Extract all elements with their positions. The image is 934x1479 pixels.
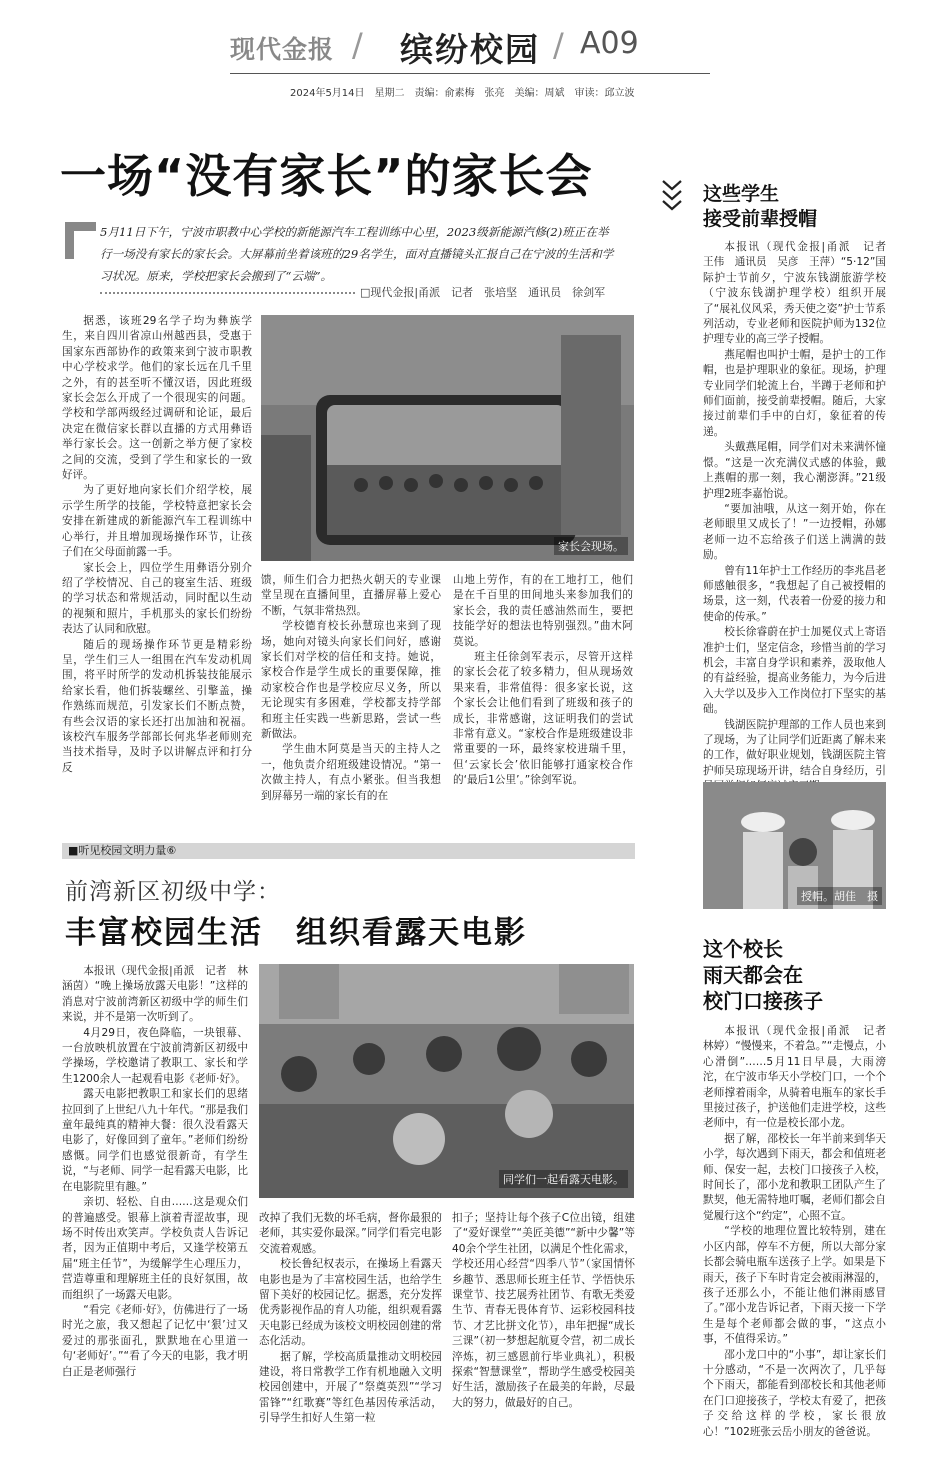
sidebar-bottom-text — [703, 1024, 897, 1440]
dateline: 2024年5月14日 星期二 责编：俞素梅 张亮 美编：周斌 审读：邱立波 — [290, 88, 635, 99]
paragraph: 校长鲁纪权表示，在操场上看露天电影也是为了丰富校园生活，也给学生留下美好的校园记忆。据悉，充分发挥优秀影视作品的育人功能，组织观看露天电影已经成为该校文明校园创建的常态化活动。 — [259, 1258, 442, 1348]
paragraph: 曾有11年护士工作经历的李兆昌老师感触很多，“我想起了自己被授帽的场景，这一刻，代表着一份爱的接力和使命的传承。” — [703, 564, 886, 623]
paragraph: 据了解，学校高质量推动文明校园建设，将日常教学工作有机地融入文明校园创建中，开展了“祭奠英烈”“学习雷锋”“红歌赛”等红色基因传承活动，引导学生扣好人生第一粒 — [259, 1350, 442, 1425]
students-watching-illustration — [259, 964, 634, 1198]
paragraph: 学生曲木阿莫是当天的主持人之一，他负责介绍班级建设情况。“第一次做主持人，有点小紧张。但当我想到屏幕另一端的家长有的在 — [261, 743, 441, 802]
sidebar-top-text — [703, 240, 897, 795]
paragraph: 山地上劳作，有的在工地打工，他们是在千百里的田间地头来参加我们的家长会，我的责任感油然而生，要把技能学好的想法也特别强烈。”曲木阿莫说。 — [453, 574, 633, 648]
phone-livestream-illustration — [261, 315, 634, 561]
paragraph: 校长徐睿蔚在护士加冕仪式上寄语准护士们，坚定信念，珍惜当前的学习机会，丰富自身学识和素养，汲取他人的有益经验，提高业务能力，为今后进入大学以及步入工作岗位打下坚实的基础。 — [703, 626, 886, 716]
chevron-down-icon — [660, 178, 690, 218]
paragraph: 扣子；坚持让每个孩子C位出镜，组建了“爱好课堂”“美匠美德”“新中少馨”等40余个学生社团，以满足个性化需求，学校还用心经营“四季八节”（家国情怀乡趣节、悉思师长班主任节、学悟快乐课堂节、技艺展秀社团节、有歌无类爱生节、青春无畏体育节、运彩校园科技节、才艺比拼文化节），串年把握“成长三课”（初一梦想起航夏令营，初二成长淬炼，初三感恩前行毕业典礼），积极探索“智慧课堂”，帮助学生感受校园美好生活，激励孩子在最美的年龄，尽最大的努力，做最好的自己。 — [452, 1212, 635, 1409]
second-col-3 — [452, 1211, 635, 1411]
masthead-slash: / — [553, 26, 564, 64]
main-col-1 — [62, 314, 252, 776]
parent-meeting-photo — [261, 315, 634, 561]
main-headline: 一场“没有家长”的家长会 — [60, 149, 593, 203]
paragraph: “要加油哦，从这一刻开始，你在老师眼里又成长了！”一边授帽，孙娜老师一边不忘给孩子们送上满满的鼓励。 — [703, 502, 886, 562]
paragraph: 本报讯（现代金报|甬派 记者 王伟 通讯员 吴彦 王萍）“5·12”国际护士节前夕，宁波东钱湖旅游学校（宁波东钱湖护理学校）组织开展了“展礼仪风采，秀天使之姿”护士节系列活动，专业老师和医院护师为132位护理专业的高三学子授帽。 — [703, 241, 897, 346]
paragraph: 为了更好地向家长们介绍学校，展示学生所学的技能，学校特意把家长会安排在新建成的新能源汽车工程训练中心举行，并且增加现场操作环节，让孩子们在父母面前露一手。 — [62, 484, 252, 559]
paragraph: 本报讯（现代金报|甬派 记者 林婷）“慢慢来，不着急。”“走慢点，小心滑倒”……5月11日早晨，大雨滂沱，在宁波市华天小学校门口，一个个老师撑着雨伞，从骑着电瓶车的家长手里接过孩子，护送他们走进学校，这些老师中，有一位是校长邵小龙。 — [703, 1025, 897, 1130]
paragraph: 邵小龙口中的“小事”，却让家长们十分感动，“不是一次两次了，几乎每个下雨天，都能看到邵校长和其他老师在门口迎接孩子，学校太有爱了，把孩子交给这样的学校，家长很放心！”102班张云岳小朋友的爸爸说。 — [703, 1348, 886, 1438]
paragraph: “看完《老师·好》，仿佛进行了一场时光之旅，我又想起了记忆中‘狠’过又爱过的那张面孔，默默地在心里道一句‘老师好’。”“看了今天的电影，我才明白正是老师强行 — [62, 1303, 248, 1378]
paragraph: “学校的地理位置比较特别，建在小区内部，停车不方便，所以大部分家长都会骑电瓶车送孩子上学。如果是下雨天，孩子下车时肯定会被雨淋湿的，孩子还那么小，不能让他们淋雨感冒了。”邵小龙告诉记者，下雨天接一下学生是每个老师都会做的事，“这点小事，不值得采访。” — [703, 1225, 886, 1346]
paragraph: 学校德育校长孙慧琼也来到了现场，她向对镜头向家长们问好，感谢家长们对学校的信任和支持。她说，家校合作是学生成长的重要保障，推动家校合作也是学校应尽义务，所以无论现实有多困难，学校都支持学部和班主任实践一些新思路，尝试一些新做法。 — [261, 620, 441, 741]
capping-photo — [703, 782, 886, 909]
paragraph: 据悉，该班29名学子均为彝族学生，来自四川省凉山州越西县，受惠于国家东西部协作的政策来到宁波市职教中心学校求学。他们的家长远在几千里之外，有的甚至听不懂汉语，因此班级家长会怎么开成了一个很现实的问题。学校和学部两级经过调研和论证，最后决定在微信家长群以直播的方式用彝语举行家长会。这一创新之举方便了家校之间的交流，受到了学生和家长的一致好评。 — [62, 315, 252, 482]
main-byline: □现代金报|甬派 记者 张培坚 通讯员 徐剑军 — [360, 286, 606, 299]
masthead-rule — [230, 73, 710, 74]
photo-caption: 同学们一起看露天电影。 — [499, 1170, 628, 1188]
photo-caption: 家长会现场。 — [554, 537, 628, 555]
sidebar-bottom-headline: 这个校长 雨天都会在 校门口接孩子 — [703, 937, 823, 1013]
paragraph: 亲切、轻松、自由……这是观众们的普遍感受。银幕上演着青涩故事，现场不时传出欢笑声。学校负责人告诉记者，因为正值期中考后，又逢学校第五届“班主任节”，为缓解学生心理压力，营造尊重和理解班主任的良好氛围，故而组织了一场露天电影。 — [62, 1196, 248, 1301]
photo-caption: 授帽。胡佳 摄 — [797, 887, 882, 905]
paper-name: 现代金报 — [230, 35, 335, 64]
second-headline: 丰富校园生活 组织看露天电影 — [65, 915, 527, 951]
second-col-2 — [259, 1211, 442, 1427]
paragraph: 改掉了我们无数的坏毛病，督你最狠的老师，其实爱你最深。”同学们看完电影交流着观感。 — [259, 1212, 442, 1255]
second-sub-headline: 前湾新区初级中学： — [65, 879, 281, 905]
paragraph: 本报讯（现代金报|甬派 记者 林涵茵）“晚上操场放露天电影！”这样的消息对宁波前湾新区初级中学的师生们来说，并不是第一次听到了。 — [62, 965, 248, 1024]
main-col-2 — [261, 573, 441, 804]
paragraph: 露天电影把教职工和家长们的思绪拉回到了上世纪八九十年代。“那是我们童年最纯真的精神大餐：很久没看露天电影了，好像回到了童年。”老师们纷纷感慨。同学们也感觉很新奇，有学生说，“与老师、同学一起看露天电影，比在电影院里有趣。” — [62, 1088, 248, 1193]
second-col-1 — [62, 964, 248, 1380]
paragraph: 馈，师生们合力把热火朝天的专业课堂呈现在直播间里，直播屏幕上爱心不断，气氛非常热烈。 — [261, 574, 441, 617]
paragraph: 据了解，邵校长一年半前来到华天小学，每次遇到下雨天，都会和值班老师、保安一起，去校门口接孩子入校，时间长了，邵小龙和教职工团队产生了默契，他无需特地叮嘱，老师们都会自觉履行这个“约定”，心照不宣。 — [703, 1132, 886, 1222]
main-col-3 — [453, 573, 633, 789]
lead-corner-mark — [65, 222, 96, 259]
paragraph: 随后的现场操作环节更是精彩纷呈，学生们三人一组围在汽车发动机周围，将平时所学的发动机拆装技能展示给家长看，他们拆装螺丝、引擎盖，操作熟练而规范，引发家长们不断点赞，有些会汉语的家长还打出加油和祝福。该校汽车服务学部部长何兆华老师则充当技术指导，及时予以讲解点评和打分反 — [62, 638, 252, 774]
paragraph: 4月29日，夜色降临，一块银幕、一台放映机放置在宁波前湾新区初级中学操场，学校邀请了教职工、家长和学生1200余人一起观看电影《老师·好》。 — [62, 1026, 248, 1085]
section-title: 缤纷校园 — [400, 30, 540, 69]
sidebar-top-headline: 这些学生 接受前辈授帽 — [703, 183, 818, 230]
paragraph: 头戴燕尾帽，同学们对未来满怀憧憬。“这是一次充满仪式感的体验，戴上燕帽的那一刻，我心潮澎湃。”21级护理2班李嘉怡说。 — [703, 441, 886, 500]
paragraph: 燕尾帽也叫护士帽，是护士的工作帽，也是护理职业的象征。现场，护理专业同学们轮流上台，半蹲于老师和护师们面前，接受前辈授帽。随后，大家接过前辈们手中的白灯，象征着的传递。 — [703, 348, 886, 438]
masthead-slash: / — [352, 26, 363, 64]
paragraph: 家长会上，四位学生用彝语分别介绍了学校情况、自己的寝室生活、班级的学习状态和常规活动，同时配以生动的视频和照片，手机那头的家长们纷纷表达了认同和欣慰。 — [62, 561, 252, 636]
paragraph: 钱湖医院护理部的工作人员也来到了现场，为了让同学们近距离了解未来的工作，做好职业规划，钱湖医院主管护师吴琼现场开讲，结合自身经历，引 — [703, 718, 886, 777]
column-label: ■听见校园文明力量⑥ — [62, 843, 635, 859]
byline-rule — [100, 292, 355, 294]
movie-night-photo — [259, 964, 634, 1198]
main-lead: 5月11日下午，宁波市职教中心学校的新能源汽车工程训练中心里，2023级新能源汽修(2)班正在举行一场没有家长的家长会。大屏幕前坐着该班的29名学生，面对直播镜头汇报自己在宁波的生活和学习状况。原来，学校把家长会搬到了“云端”。 — [100, 225, 614, 283]
page-number: A09 — [580, 26, 639, 61]
paragraph: 班主任徐剑军表示，尽管开这样的家长会花了较多精力，但从现场效果来看，非常值得：很多家长说，这个家长会让他们看到了班级和孩子的成长，非常感谢，这证明我们的尝试非常有意义。“家校合作是班级建设非常重要的一环，最终家校进瑞千里，但‘云家长会’依旧能够打通家校合作的‘最后1公里’。”徐剑军说。 — [453, 651, 633, 787]
